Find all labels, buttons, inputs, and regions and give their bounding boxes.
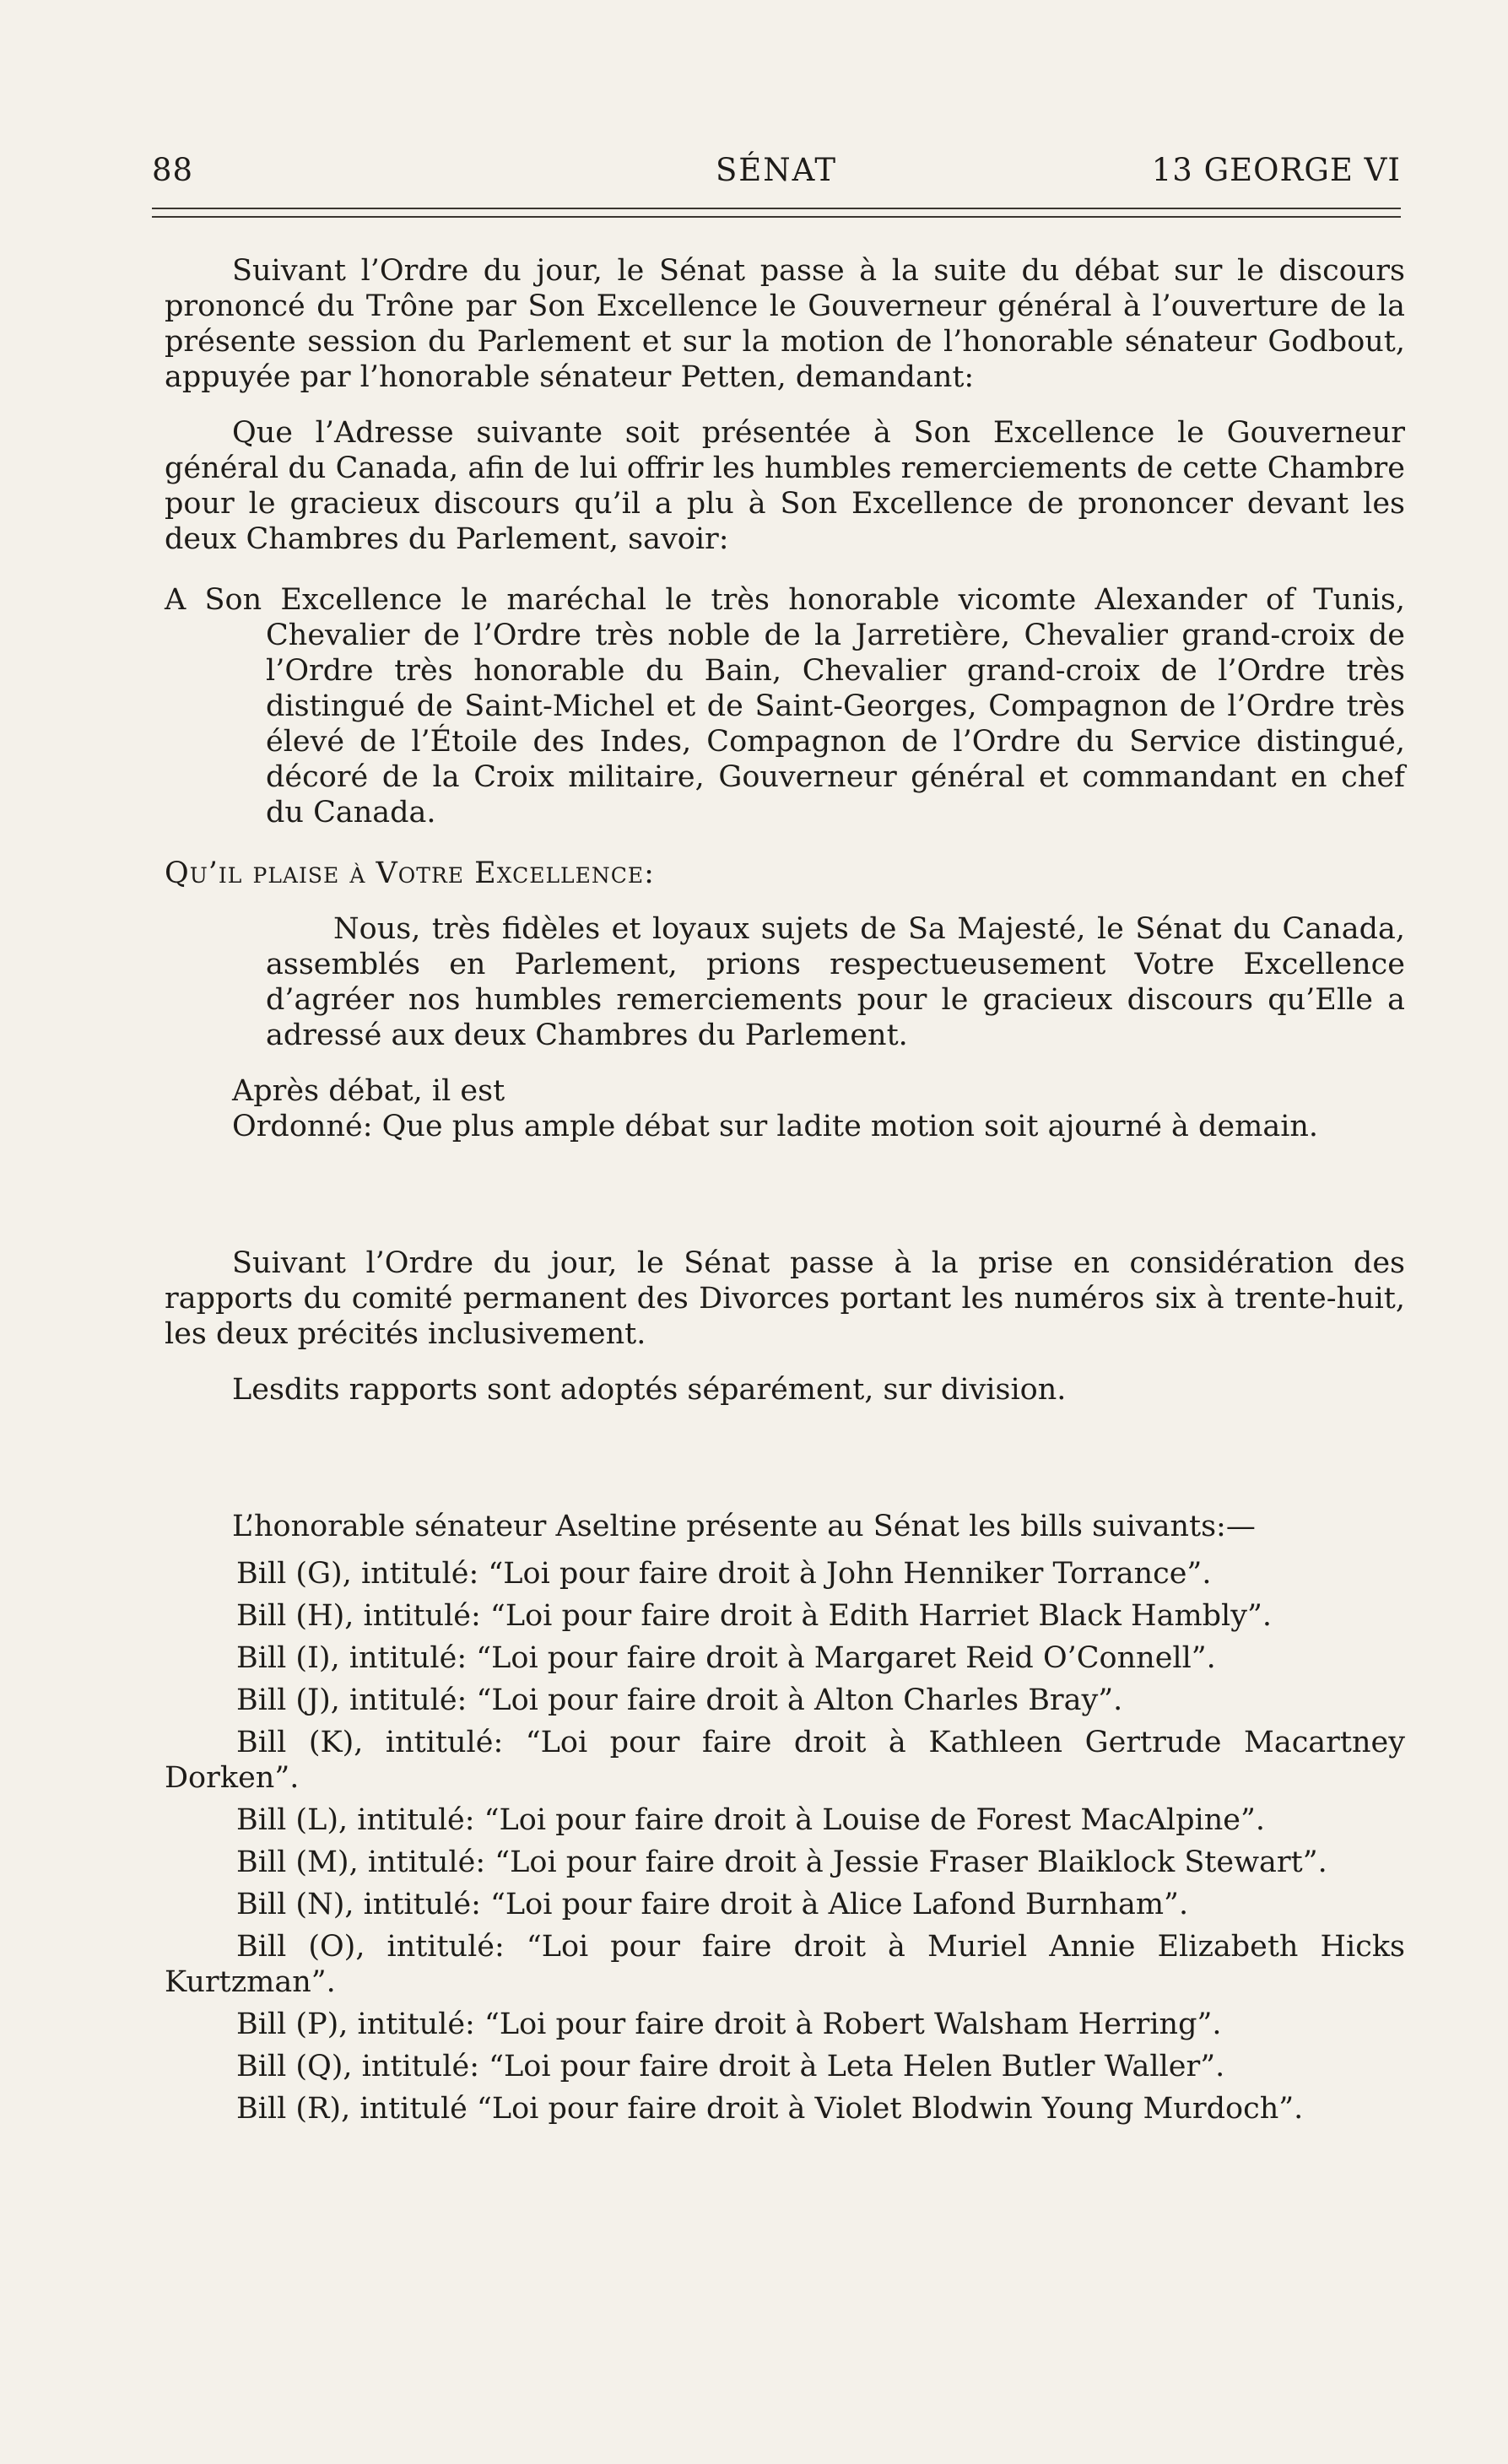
bill-item: Bill (K), intitulé: “Loi pour faire droit à Kathleen Gertrude Macartney Dorken”. (165, 1726, 1405, 1795)
paragraph-debate-motion: Suivant l’Ordre du jour, le Sénat passe à la suite du débat sur le discours prononcé du Trône par Son Excellence le Gouverneur général à l’ouverture de la présente session du Parlement et sur la motion de l’honorable sénateur Godbout, appuyée par l’honorable sénateur Petten, demandant: (165, 254, 1405, 394)
paragraph-salutation: Qu’il plaise à Votre Excellence: (165, 856, 655, 890)
bill-item: Bill (L), intitulé: “Loi pour faire droit à Louise de Forest MacAlpine”. (236, 1803, 1266, 1837)
bill-item: Bill (I), intitulé: “Loi pour faire droit à Margaret Reid O’Connell”. (236, 1641, 1216, 1675)
header-rule-bottom (152, 216, 1401, 218)
paragraph-address-body: Nous, très fidèles et loyaux sujets de Sa Majesté, le Sénat du Canada, assemblés en Parlement, prions respectueusement Votre Excellence d’agréer nos humbles remerciements pour le gracieux discours qu’Elle a adressé aux deux Chambres du Parlement. (266, 912, 1405, 1052)
bill-item: Bill (Q), intitulé: “Loi pour faire droit à Leta Helen Butler Waller”. (236, 2050, 1225, 2083)
bill-item: Bill (R), intitulé “Loi pour faire droit à Violet Blodwin Young Murdoch”. (236, 2092, 1304, 2126)
paragraph-bills-intro: L’honorable sénateur Aseltine présente au Sénat les bills suivants:— (232, 1510, 1256, 1543)
page-title: SÉNAT (715, 152, 838, 188)
bills-list (165, 1556, 1405, 2126)
paragraph-address: Que l’Adresse suivante soit présentée à Son Excellence le Gouverneur général du Canada, afin de lui offrir les humbles remerciements de cette Chambre pour le gracieux discours qu’il a plu à Son Excellence de prononcer devant les deux Chambres du Parlement, savoir: (165, 416, 1405, 556)
session-title: 13 GEORGE VI (1151, 152, 1401, 188)
bill-item: Bill (H), intitulé: “Loi pour faire droit à Edith Harriet Black Hambly”. (236, 1599, 1273, 1633)
header-rule-top (152, 208, 1401, 209)
bill-item: Bill (J), intitulé: “Loi pour faire droit à Alton Charles Bray”. (236, 1683, 1123, 1717)
page-header (152, 152, 1401, 194)
bill-item: Bill (P), intitulé: “Loi pour faire droit à Robert Walsham Herring”. (236, 2007, 1222, 2041)
bill-item: Bill (M), intitulé: “Loi pour faire droit à Jessie Fraser Blaiklock Stewart”. (236, 1845, 1327, 1879)
paragraph-after-debate: Après débat, il est (232, 1074, 505, 1108)
bill-item: Bill (N), intitulé: “Loi pour faire droit à Alice Lafond Burnham”. (236, 1888, 1189, 1921)
paragraph-addressee: A Son Excellence le maréchal le très honorable vicomte Alexander of Tunis, Chevalier de l’Ordre très noble de la Jarretière, Chevalier grand-croix de l’Ordre très honorable du Bain, Chevalier grand-croix de l’Ordre très distingué de Saint-Michel et de Saint-Georges, Compagnon de l’Ordre très élevé de l’Étoile des Indes, Compagnon de l’Ordre du Service distingué, décoré de la Croix militaire, Gouverneur général et commandant en chef du Canada. (165, 583, 1405, 829)
page-body (165, 253, 1405, 2126)
page-number: 88 (152, 152, 194, 188)
paragraph-order: Ordonné: Que plus ample débat sur ladite motion soit ajourné à demain. (232, 1110, 1319, 1143)
paragraph-reports-adopted: Lesdits rapports sont adoptés séparément, sur division. (232, 1373, 1067, 1407)
bill-item: Bill (O), intitulé: “Loi pour faire droit à Muriel Annie Elizabeth Hicks Kurtzman”. (165, 1930, 1405, 1999)
bill-item: Bill (G), intitulé: “Loi pour faire droit à John Henniker Torrance”. (236, 1557, 1212, 1591)
paragraph-divorce-reports: Suivant l’Ordre du jour, le Sénat passe à la prise en considération des rapports du comité permanent des Divorces portant les numéros six à trente-huit, les deux précités inclusivement. (165, 1246, 1405, 1351)
